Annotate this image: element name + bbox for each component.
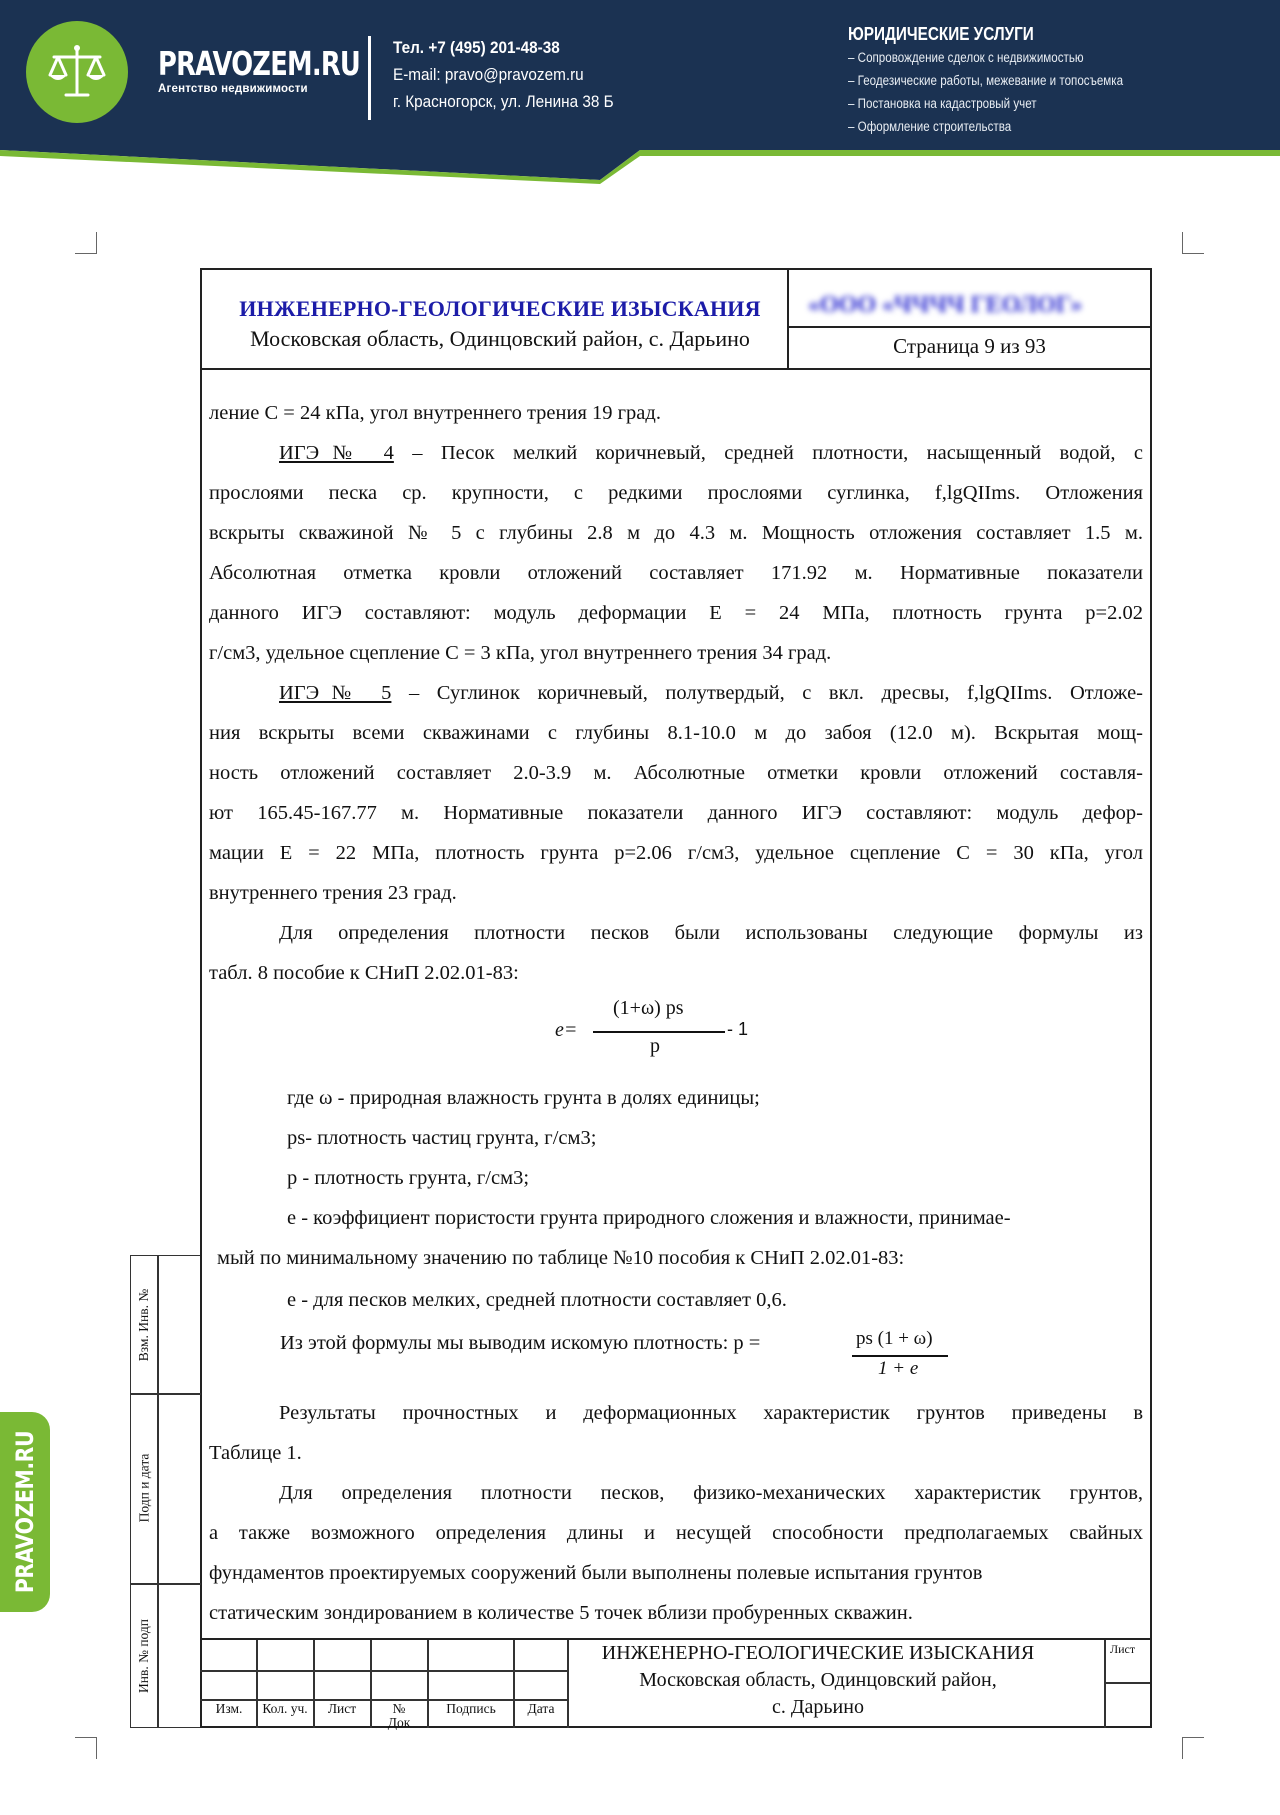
fraction-bar <box>852 1355 948 1357</box>
text-line: прослоями песка ср. крупности, с редкими прослоями суглинка, f,lgQIIms. Отложения <box>209 482 1143 504</box>
divider <box>368 36 371 120</box>
text-line: ность отложений составляет 2.0-3.9 м. Абсолютные отметки кровли отложений составля- <box>209 762 1143 784</box>
document-body <box>209 393 1143 993</box>
text-line <box>209 433 1143 473</box>
crop-mark <box>75 1737 97 1759</box>
crop-mark <box>1182 232 1204 254</box>
text-line: фундаментов проектируемых сооружений были выполнены полевые испытания грунтов <box>209 1562 983 1584</box>
service-item[interactable]: – Сопровождение сделок с недвижимостью <box>848 50 1084 65</box>
ige-label: ИГЭ№ 4 <box>279 442 394 464</box>
stamp-cell <box>131 1393 157 1583</box>
header-banner <box>0 0 1280 186</box>
page-number: Страница 9 из 93 <box>893 334 1046 358</box>
tb-col-label: № Док <box>387 1701 411 1730</box>
definition-line: где ω - природная влажность грунта в долях единицы; <box>287 1087 760 1109</box>
tb-title: ИНЖЕНЕРНО-ГЕОЛОГИЧЕСКИЕ ИЗЫСКАНИЯ <box>601 1642 1035 1664</box>
text-line: Результаты прочностных и деформационных характеристик грунтов приведены в <box>279 1402 1143 1424</box>
formula-definitions <box>209 1078 1143 1320</box>
definition-line: е - коэффициент пористости грунта природного сложения и влажности, принимае- <box>287 1207 1011 1229</box>
text-line: ют 165.45-167.77 м. Нормативные показатели данного ИГЭ составляют: модуль дефор- <box>209 802 1143 824</box>
email[interactable]: E-mail: pravo@pravozem.ru <box>393 65 584 84</box>
company-name-blurred: «ООО «ЧЧЧЧ ГЕОЛОГ» <box>808 292 1083 318</box>
side-brand-tab[interactable] <box>0 1412 50 1612</box>
text-line: Абсолютная отметка кровли отложений составляет 171.92 м. Нормативные показатели <box>209 562 1143 584</box>
text-line: Таблице 1. <box>209 1442 302 1464</box>
text-line: Для определения плотности песков были использованы следующие формулы из <box>279 922 1143 944</box>
brand-subtitle: Агентство недвижимости <box>158 83 308 95</box>
tb-line <box>1104 1682 1150 1684</box>
tb-line <box>370 1640 372 1728</box>
stamp-cell <box>131 1583 157 1729</box>
crop-mark <box>1182 1737 1204 1759</box>
document-body-continued <box>209 1393 1143 1633</box>
stamp-label: Взм. Инв. № <box>136 1288 152 1361</box>
logo[interactable] <box>26 21 128 123</box>
stamp-cell <box>131 1256 157 1393</box>
definition-line: мый по минимальному значению по таблице №10 пособия к СНиП 2.02.01-83: <box>217 1247 905 1269</box>
tb-col-label: Кол. уч. <box>262 1701 308 1716</box>
definition-line: р - плотность грунта, г/см3; <box>287 1167 530 1189</box>
ige-label: ИГЭ№ 5 <box>279 682 392 704</box>
formula-numerator: (1+ω) ps <box>613 997 684 1019</box>
document-title: ИНЖЕНЕРНО-ГЕОЛОГИЧЕСКИЕ ИЗЫСКАНИЯ <box>239 296 761 321</box>
services-list <box>848 24 1168 142</box>
text-line: ление С = 24 кПа, угол внутреннего трения 19 град. <box>209 402 661 424</box>
text-line <box>209 673 1143 713</box>
text-line: ния вскрыты всеми скважинами с глубины 8.1-10.0 м до забоя (12.0 м). Вскрытая мощ- <box>209 722 1143 744</box>
density-formula-text: Из этой формулы мы выводим искомую плотность: р = <box>280 1332 761 1354</box>
text-line: данного ИГЭ составляют: модуль деформации Е = 24 МПа, плотность грунта р=2.02 <box>209 602 1143 624</box>
definition-line: ps- плотность частиц грунта, г/см3; <box>287 1127 597 1149</box>
tb-col-label: Дата <box>527 1701 555 1716</box>
text-span: – Песок мелкий коричневый, средней плотности, насыщенный водой, с <box>412 442 1143 464</box>
text-line: статическим зондированием в количестве 5 точек вблизи пробуренных скважин. <box>209 1602 913 1624</box>
scales-icon <box>46 41 108 103</box>
services-title: ЮРИДИЧЕСКИЕ УСЛУГИ <box>848 24 1034 44</box>
porosity-formula <box>555 997 755 1067</box>
text-line: Для определения плотности песков, физико-механических характеристик грунтов, <box>279 1482 1143 1504</box>
tb-line <box>256 1640 258 1728</box>
side-tab-label: PRAVOZEM.RU <box>11 1430 39 1594</box>
stamp-label: Инв. № подп <box>136 1618 152 1694</box>
tb-sheet-label: Лист <box>1110 1642 1136 1656</box>
crop-mark <box>75 232 97 254</box>
text-line: г/см3, удельное сцепление С = 3 кПа, угол внутреннего трения 34 град. <box>209 642 832 664</box>
stamp-divider <box>157 1256 159 1727</box>
fraction-numerator: ps (1 + ω) <box>856 1328 933 1349</box>
service-item[interactable]: – Постановка на кадастровый учет <box>848 96 1037 111</box>
text-line: а также возможного определения длины и несущей способности предполагаемых свайных <box>209 1522 1143 1544</box>
phone[interactable]: Тел. +7 (495) 201-48-38 <box>393 38 560 57</box>
tb-col-label: Подпись <box>446 1701 496 1716</box>
text-line: табл. 8 пособие к СНиП 2.02.01-83: <box>209 962 519 984</box>
tb-location: Московская область, Одинцовский район, <box>639 1669 997 1691</box>
side-stamp <box>130 1255 200 1728</box>
density-formula-fraction <box>852 1328 952 1388</box>
brand-name[interactable]: PRAVOZEM.RU <box>158 44 360 83</box>
tb-line <box>1104 1640 1106 1728</box>
formula-tail: - 1 <box>727 1019 749 1039</box>
service-item[interactable]: – Геодезические работы, межевание и топосъемка <box>848 73 1124 88</box>
stamp-label: Подп и дата <box>136 1453 151 1523</box>
formula-denominator: р <box>650 1035 660 1057</box>
title-block-text <box>568 1640 1068 1721</box>
text-line: вскрыты скважиной № 5 с глубины 2.8 м до 4.3 м. Мощность отложения составляет 1.5 м. <box>209 522 1143 544</box>
address: г. Красногорск, ул. Ленина 38 Б <box>393 92 614 111</box>
fraction-denominator: 1 + e <box>878 1358 919 1379</box>
formula-lhs: е= <box>555 1019 578 1041</box>
tb-location: с. Дарьино <box>772 1696 864 1718</box>
fraction-bar <box>593 1031 725 1033</box>
text-line: внутреннего трения 23 град. <box>209 882 457 904</box>
document-location: Московская область, Одинцовский район, с. Дарьино <box>250 326 750 351</box>
text-span: – Суглинок коричневый, полутвердый, с вкл. дресвы, f,lgQIIms. Отложе- <box>408 682 1144 704</box>
contacts <box>393 38 638 119</box>
tb-col-label: Изм. <box>215 1701 243 1716</box>
text-line: мации Е = 22 МПа, плотность грунта р=2.06 г/см3, удельное сцепление С = 30 кПа, угол <box>209 842 1143 864</box>
service-item[interactable]: – Оформление строительства <box>848 119 1012 134</box>
header-divider <box>789 326 1150 328</box>
tb-col-label: Лист <box>327 1701 357 1716</box>
definition-line: е - для песков мелких, средней плотности составляет 0,6. <box>287 1289 787 1311</box>
